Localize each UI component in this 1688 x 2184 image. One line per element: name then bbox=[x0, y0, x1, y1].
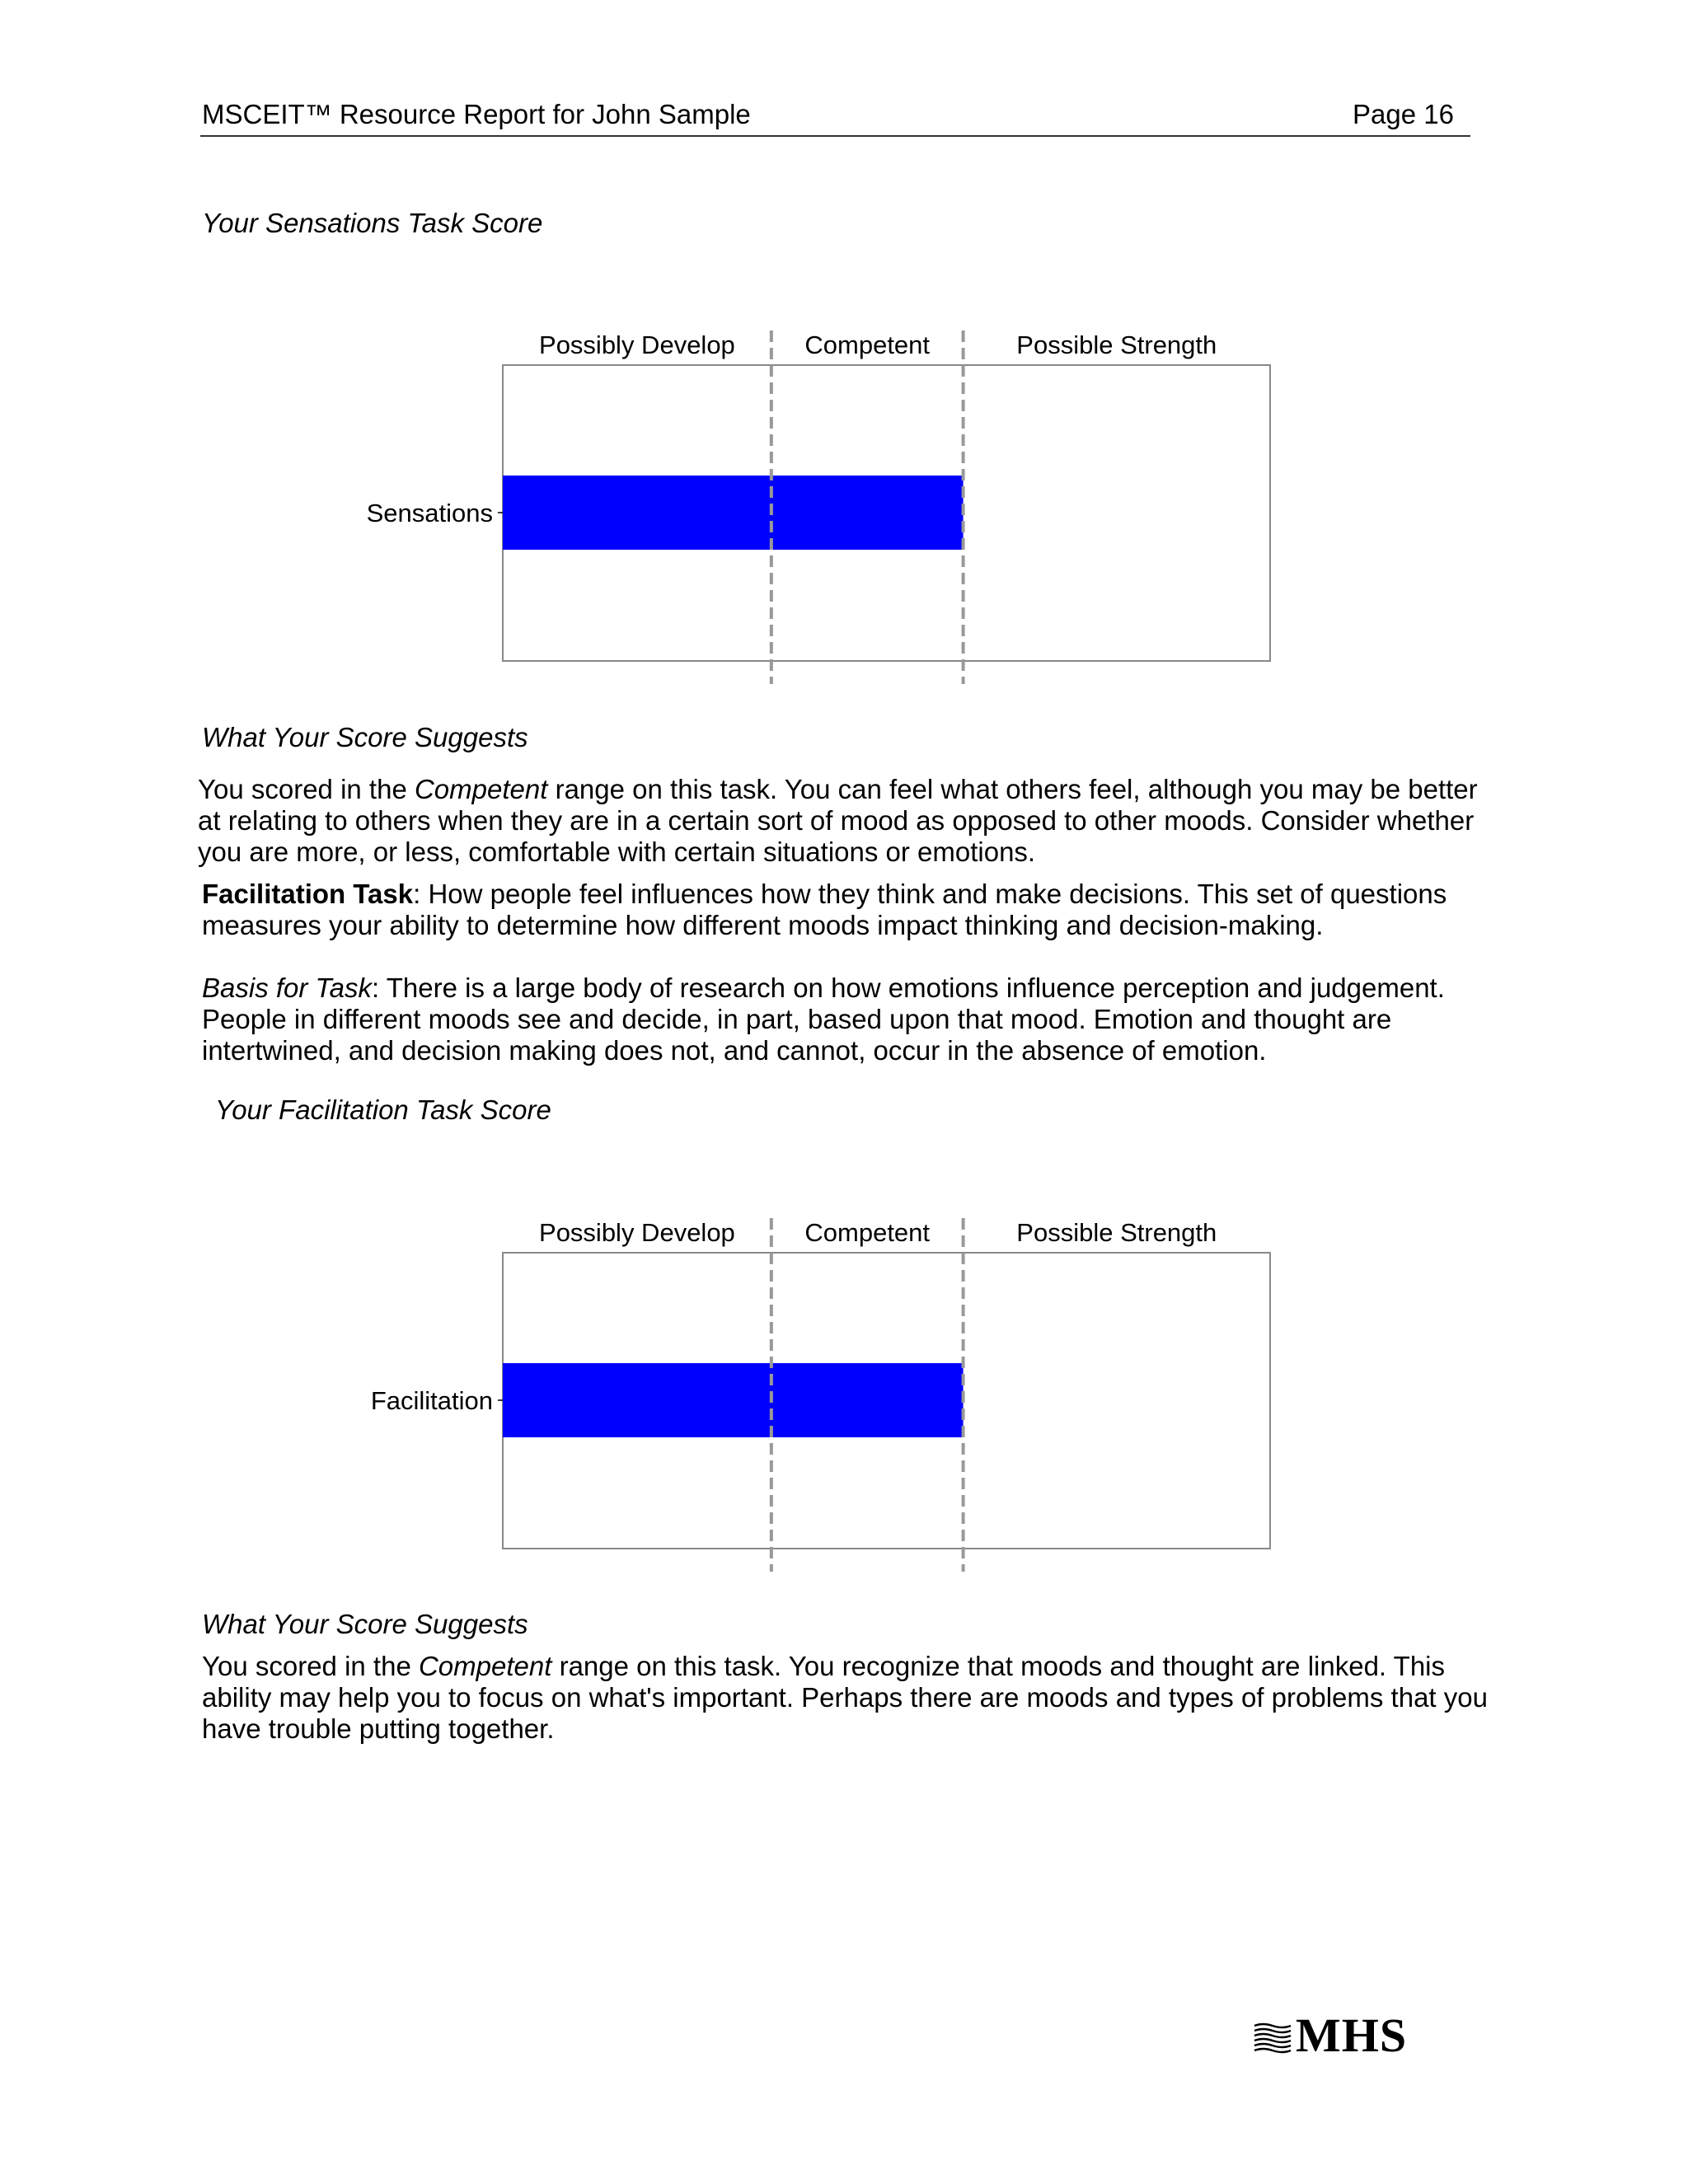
mhs-logo bbox=[1253, 2008, 1426, 2062]
sensations-suggests-pre: You scored in the bbox=[198, 774, 415, 804]
facilitation-chart-svg bbox=[0, 1213, 1688, 1580]
facilitation-basis bbox=[202, 972, 1488, 1066]
facilitation-task-description bbox=[202, 879, 1488, 941]
page-header bbox=[200, 92, 1470, 137]
band-label: Possible Strength bbox=[1016, 1218, 1217, 1247]
sensations-chart bbox=[0, 326, 1688, 692]
facilitation-suggests-heading: What Your Score Suggests bbox=[202, 1609, 528, 1639]
band-label: Possibly Develop bbox=[539, 1218, 735, 1247]
facilitation-task-text: : How people feel influences how they think and make decisions. This set of questions measures your ability to determine how different moods impact thinking and decision-making. bbox=[202, 879, 1447, 940]
facilitation-suggests-text bbox=[202, 1651, 1488, 1745]
sensations-suggests-post: range on this task. You can feel what others feel, although you may be better at relating to others when they are in a certain sort of mood as opposed to other moods. Consider whether you are more, or less, comfortable with certain situations or emotions. bbox=[198, 774, 1478, 867]
sensations-chart-svg bbox=[0, 326, 1688, 692]
facilitation-task-label: Facilitation Task bbox=[202, 879, 414, 909]
sensations-suggests-heading: What Your Score Suggests bbox=[202, 722, 528, 752]
mhs-logo-text: MHS bbox=[1296, 2008, 1408, 2062]
category-label: Facilitation bbox=[370, 1386, 493, 1415]
facilitation-suggests-post: range on this task. You recognize that moods and thought are linked. This ability may help you to focus on what's important. Perhaps there are moods and types of problems that you have trouble putting together. bbox=[202, 1651, 1488, 1744]
facilitation-basis-text: : There is a large body of research on how emotions influence perception and judgement. People in different moods see and decide, in part, based upon that mood. Emotion and thought are intertwined, and decision making does not, and cannot, occur in the absence of emotion. bbox=[202, 972, 1445, 1066]
report-title: MSCEIT™ Resource Report for John Sample bbox=[202, 99, 751, 129]
bar-facilitation bbox=[503, 1363, 964, 1437]
page-number: Page 16 bbox=[1353, 99, 1454, 129]
facilitation-basis-label: Basis for Task bbox=[202, 972, 373, 1003]
facilitation-score-heading: Your Facilitation Task Score bbox=[215, 1094, 551, 1125]
facilitation-suggests-em: Competent bbox=[418, 1651, 552, 1681]
band-label: Competent bbox=[804, 1218, 931, 1247]
mhs-logo-mark-icon bbox=[1253, 2022, 1292, 2054]
bar-sensations bbox=[503, 476, 964, 550]
facilitation-chart bbox=[0, 1213, 1688, 1580]
band-label: Possibly Develop bbox=[539, 330, 735, 359]
band-label: Possible Strength bbox=[1016, 330, 1217, 359]
sensations-suggests-em: Competent bbox=[414, 774, 548, 804]
sensations-suggests-text bbox=[198, 774, 1484, 868]
facilitation-suggests-pre: You scored in the bbox=[202, 1651, 419, 1681]
sensations-score-heading: Your Sensations Task Score bbox=[202, 208, 543, 238]
category-label: Sensations bbox=[366, 499, 493, 527]
band-label: Competent bbox=[804, 330, 931, 359]
